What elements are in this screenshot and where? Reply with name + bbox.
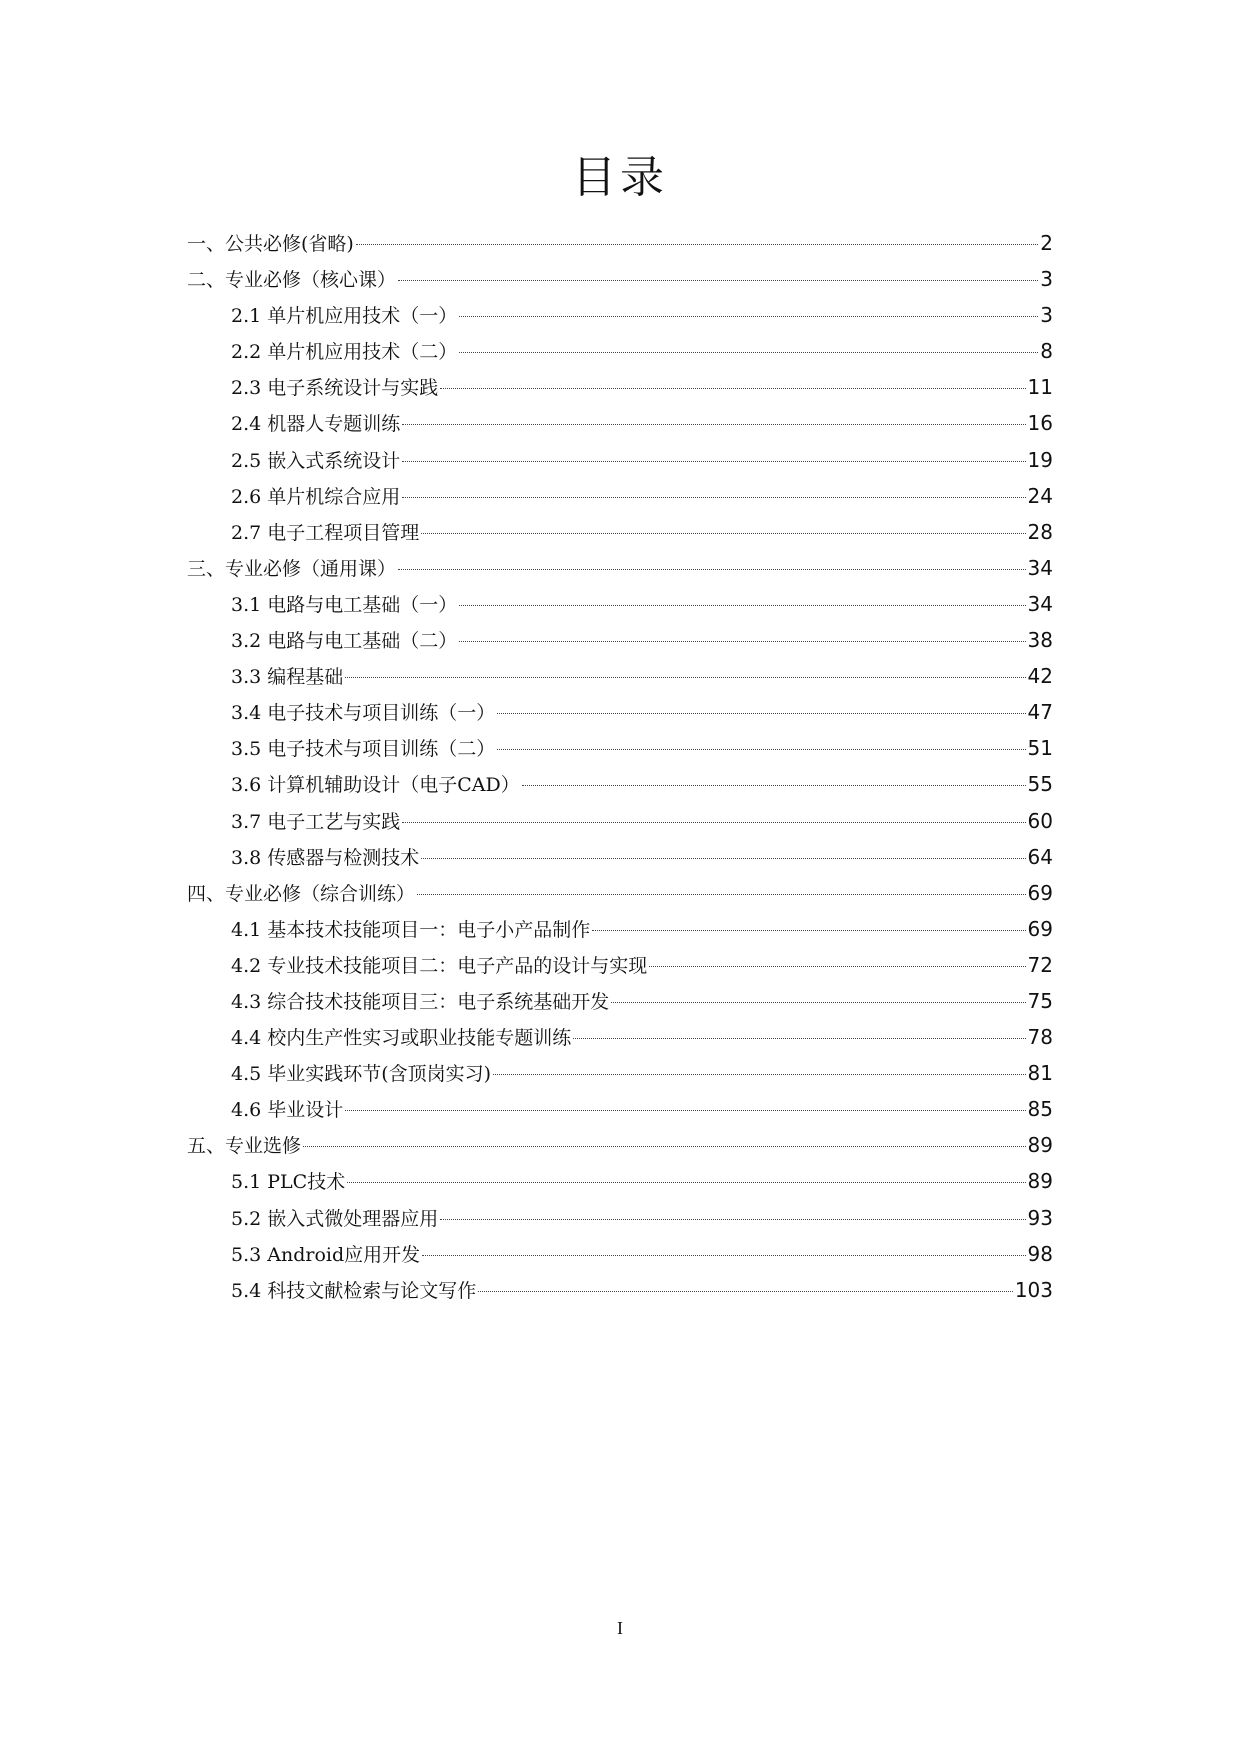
toc-entry-page: 51 — [1027, 736, 1053, 761]
dot-leader — [493, 1074, 1025, 1075]
dot-leader — [649, 966, 1025, 967]
toc-entry[interactable] — [187, 766, 1053, 802]
toc-entry[interactable] — [187, 478, 1053, 514]
toc-entry-page: 47 — [1027, 700, 1053, 725]
dot-leader — [417, 894, 1026, 895]
dot-leader — [611, 1002, 1025, 1003]
toc-entry[interactable] — [187, 369, 1053, 405]
dot-leader — [592, 930, 1025, 931]
toc-entry-label: 2.6 单片机综合应用 — [231, 485, 401, 508]
dot-leader — [402, 424, 1025, 425]
toc-entry[interactable] — [187, 333, 1053, 369]
toc-entry[interactable] — [187, 1127, 1053, 1163]
toc-entry-page: 38 — [1027, 628, 1053, 653]
toc-entry[interactable] — [187, 1091, 1053, 1127]
toc-entry[interactable] — [187, 1055, 1053, 1091]
toc-entry-label: 五、专业选修 — [187, 1135, 302, 1158]
toc-entry-page: 16 — [1027, 411, 1053, 436]
dot-leader — [303, 1146, 1026, 1147]
toc-entry[interactable] — [187, 983, 1053, 1019]
toc-entry[interactable] — [187, 586, 1053, 622]
toc-entry[interactable] — [187, 297, 1053, 333]
toc-entry-page: 8 — [1040, 339, 1053, 364]
dot-leader — [478, 1291, 1013, 1292]
toc-entry-label: 3.7 电子工艺与实践 — [231, 810, 401, 833]
toc-entry-label: 三、专业必修（通用课） — [187, 557, 397, 580]
toc-entry-label: 2.7 电子工程项目管理 — [231, 521, 420, 544]
toc-entry[interactable] — [187, 622, 1053, 658]
toc-entry-page: 11 — [1027, 375, 1053, 400]
dot-leader — [402, 822, 1025, 823]
toc-entry[interactable] — [187, 405, 1053, 441]
dot-leader — [422, 1255, 1025, 1256]
dot-leader — [459, 316, 1038, 317]
toc-entry-page: 69 — [1027, 916, 1053, 941]
toc-entry-label: 2.3 电子系统设计与实践 — [231, 377, 439, 400]
toc-entry-label: 5.3 Android应用开发 — [231, 1243, 421, 1266]
dot-leader — [440, 388, 1025, 389]
toc-entry-label: 4.3 综合技术技能项目三：电子系统基础开发 — [231, 990, 610, 1013]
toc-entry-page: 28 — [1027, 519, 1053, 544]
toc-entry-page: 60 — [1027, 808, 1053, 833]
toc-entry-page: 34 — [1027, 591, 1053, 616]
toc-entry-label: 4.1 基本技术技能项目一：电子小产品制作 — [231, 918, 591, 941]
toc-entry-label: 4.6 毕业设计 — [231, 1099, 344, 1122]
toc-entry-label: 5.2 嵌入式微处理器应用 — [231, 1207, 439, 1230]
toc-entry[interactable] — [187, 1200, 1053, 1236]
dot-leader — [345, 677, 1025, 678]
toc-entry[interactable] — [187, 550, 1053, 586]
toc-entry-label: 5.4 科技文献检索与论文写作 — [231, 1279, 477, 1302]
toc-entry-page: 93 — [1027, 1205, 1053, 1230]
toc-entry-label: 一、公共必修(省略) — [187, 233, 354, 255]
toc-entry-page: 55 — [1027, 772, 1053, 797]
toc-entry-page: 75 — [1027, 988, 1053, 1013]
toc-entry-page: 98 — [1027, 1241, 1053, 1266]
toc-entry[interactable] — [187, 261, 1053, 297]
dot-leader — [345, 1110, 1025, 1111]
toc-entry[interactable] — [187, 694, 1053, 730]
dot-leader — [459, 641, 1025, 642]
toc-entry[interactable] — [187, 658, 1053, 694]
toc-entry[interactable] — [187, 875, 1053, 911]
dot-leader — [356, 244, 1038, 245]
toc-entry[interactable] — [187, 1019, 1053, 1055]
dot-leader — [573, 1038, 1025, 1039]
dot-leader — [459, 605, 1025, 606]
toc-entry[interactable] — [187, 1272, 1053, 1308]
dot-leader — [522, 785, 1026, 786]
table-of-contents — [187, 225, 1053, 1308]
toc-entry-label: 3.1 电路与电工基础（一） — [231, 593, 458, 616]
toc-entry-label: 2.2 单片机应用技术（二） — [231, 341, 458, 364]
toc-entry-label: 3.6 计算机辅助设计（电子CAD） — [231, 774, 520, 797]
toc-entry-page: 89 — [1027, 1133, 1053, 1158]
dot-leader — [440, 1219, 1025, 1220]
toc-entry-label: 四、专业必修（综合训练） — [187, 882, 416, 905]
toc-entry-page: 19 — [1027, 447, 1053, 472]
dot-leader — [402, 497, 1025, 498]
toc-entry-label: 2.5 嵌入式系统设计 — [231, 449, 401, 472]
toc-entry-label: 2.1 单片机应用技术（一） — [231, 305, 458, 328]
toc-entry[interactable] — [187, 442, 1053, 478]
toc-entry-label: 3.3 编程基础 — [231, 666, 344, 689]
dot-leader — [398, 280, 1038, 281]
toc-entry-label: 3.5 电子技术与项目训练（二） — [231, 738, 496, 761]
dot-leader — [347, 1182, 1025, 1183]
toc-entry[interactable] — [187, 730, 1053, 766]
toc-entry[interactable] — [187, 911, 1053, 947]
toc-entry-label: 4.5 毕业实践环节(含顶岗实习) — [231, 1063, 492, 1086]
dot-leader — [398, 569, 1026, 570]
dot-leader — [497, 713, 1025, 714]
toc-entry[interactable] — [187, 947, 1053, 983]
toc-entry[interactable] — [187, 1236, 1053, 1272]
toc-entry-page: 3 — [1040, 267, 1053, 292]
toc-entry-page: 64 — [1027, 844, 1053, 869]
toc-entry-label: 5.1 PLC技术 — [231, 1171, 346, 1194]
toc-entry[interactable] — [187, 514, 1053, 550]
toc-entry-page: 34 — [1027, 555, 1053, 580]
toc-entry-label: 3.4 电子技术与项目训练（一） — [231, 702, 496, 725]
toc-entry-page: 3 — [1040, 303, 1053, 328]
toc-entry-label: 4.4 校内生产性实习或职业技能专题训练 — [231, 1027, 572, 1050]
toc-entry-page: 24 — [1027, 483, 1053, 508]
toc-entry-label: 3.2 电路与电工基础（二） — [231, 630, 458, 653]
dot-leader — [402, 461, 1025, 462]
page-number: I — [617, 1618, 623, 1638]
toc-entry-page: 85 — [1027, 1097, 1053, 1122]
toc-entry[interactable] — [187, 803, 1053, 839]
toc-entry-page: 78 — [1027, 1025, 1053, 1050]
dot-leader — [497, 749, 1025, 750]
toc-entry-page: 81 — [1027, 1061, 1053, 1086]
toc-entry-page: 89 — [1027, 1169, 1053, 1194]
toc-entry-page: 42 — [1027, 664, 1053, 689]
toc-entry[interactable] — [187, 839, 1053, 875]
toc-entry-label: 二、专业必修（核心课） — [187, 269, 397, 292]
toc-entry[interactable] — [187, 225, 1053, 261]
toc-entry[interactable] — [187, 1163, 1053, 1199]
page-title: 目录 — [572, 152, 668, 203]
toc-entry-page: 72 — [1027, 952, 1053, 977]
dot-leader — [421, 858, 1025, 859]
dot-leader — [459, 352, 1038, 353]
toc-entry-page: 69 — [1027, 880, 1053, 905]
toc-entry-page: 103 — [1014, 1277, 1053, 1302]
toc-entry-label: 4.2 专业技术技能项目二：电子产品的设计与实现 — [231, 954, 648, 977]
toc-entry-page: 2 — [1040, 231, 1053, 255]
toc-entry-label: 3.8 传感器与检测技术 — [231, 846, 420, 869]
dot-leader — [421, 533, 1025, 534]
toc-entry-label: 2.4 机器人专题训练 — [231, 413, 401, 436]
